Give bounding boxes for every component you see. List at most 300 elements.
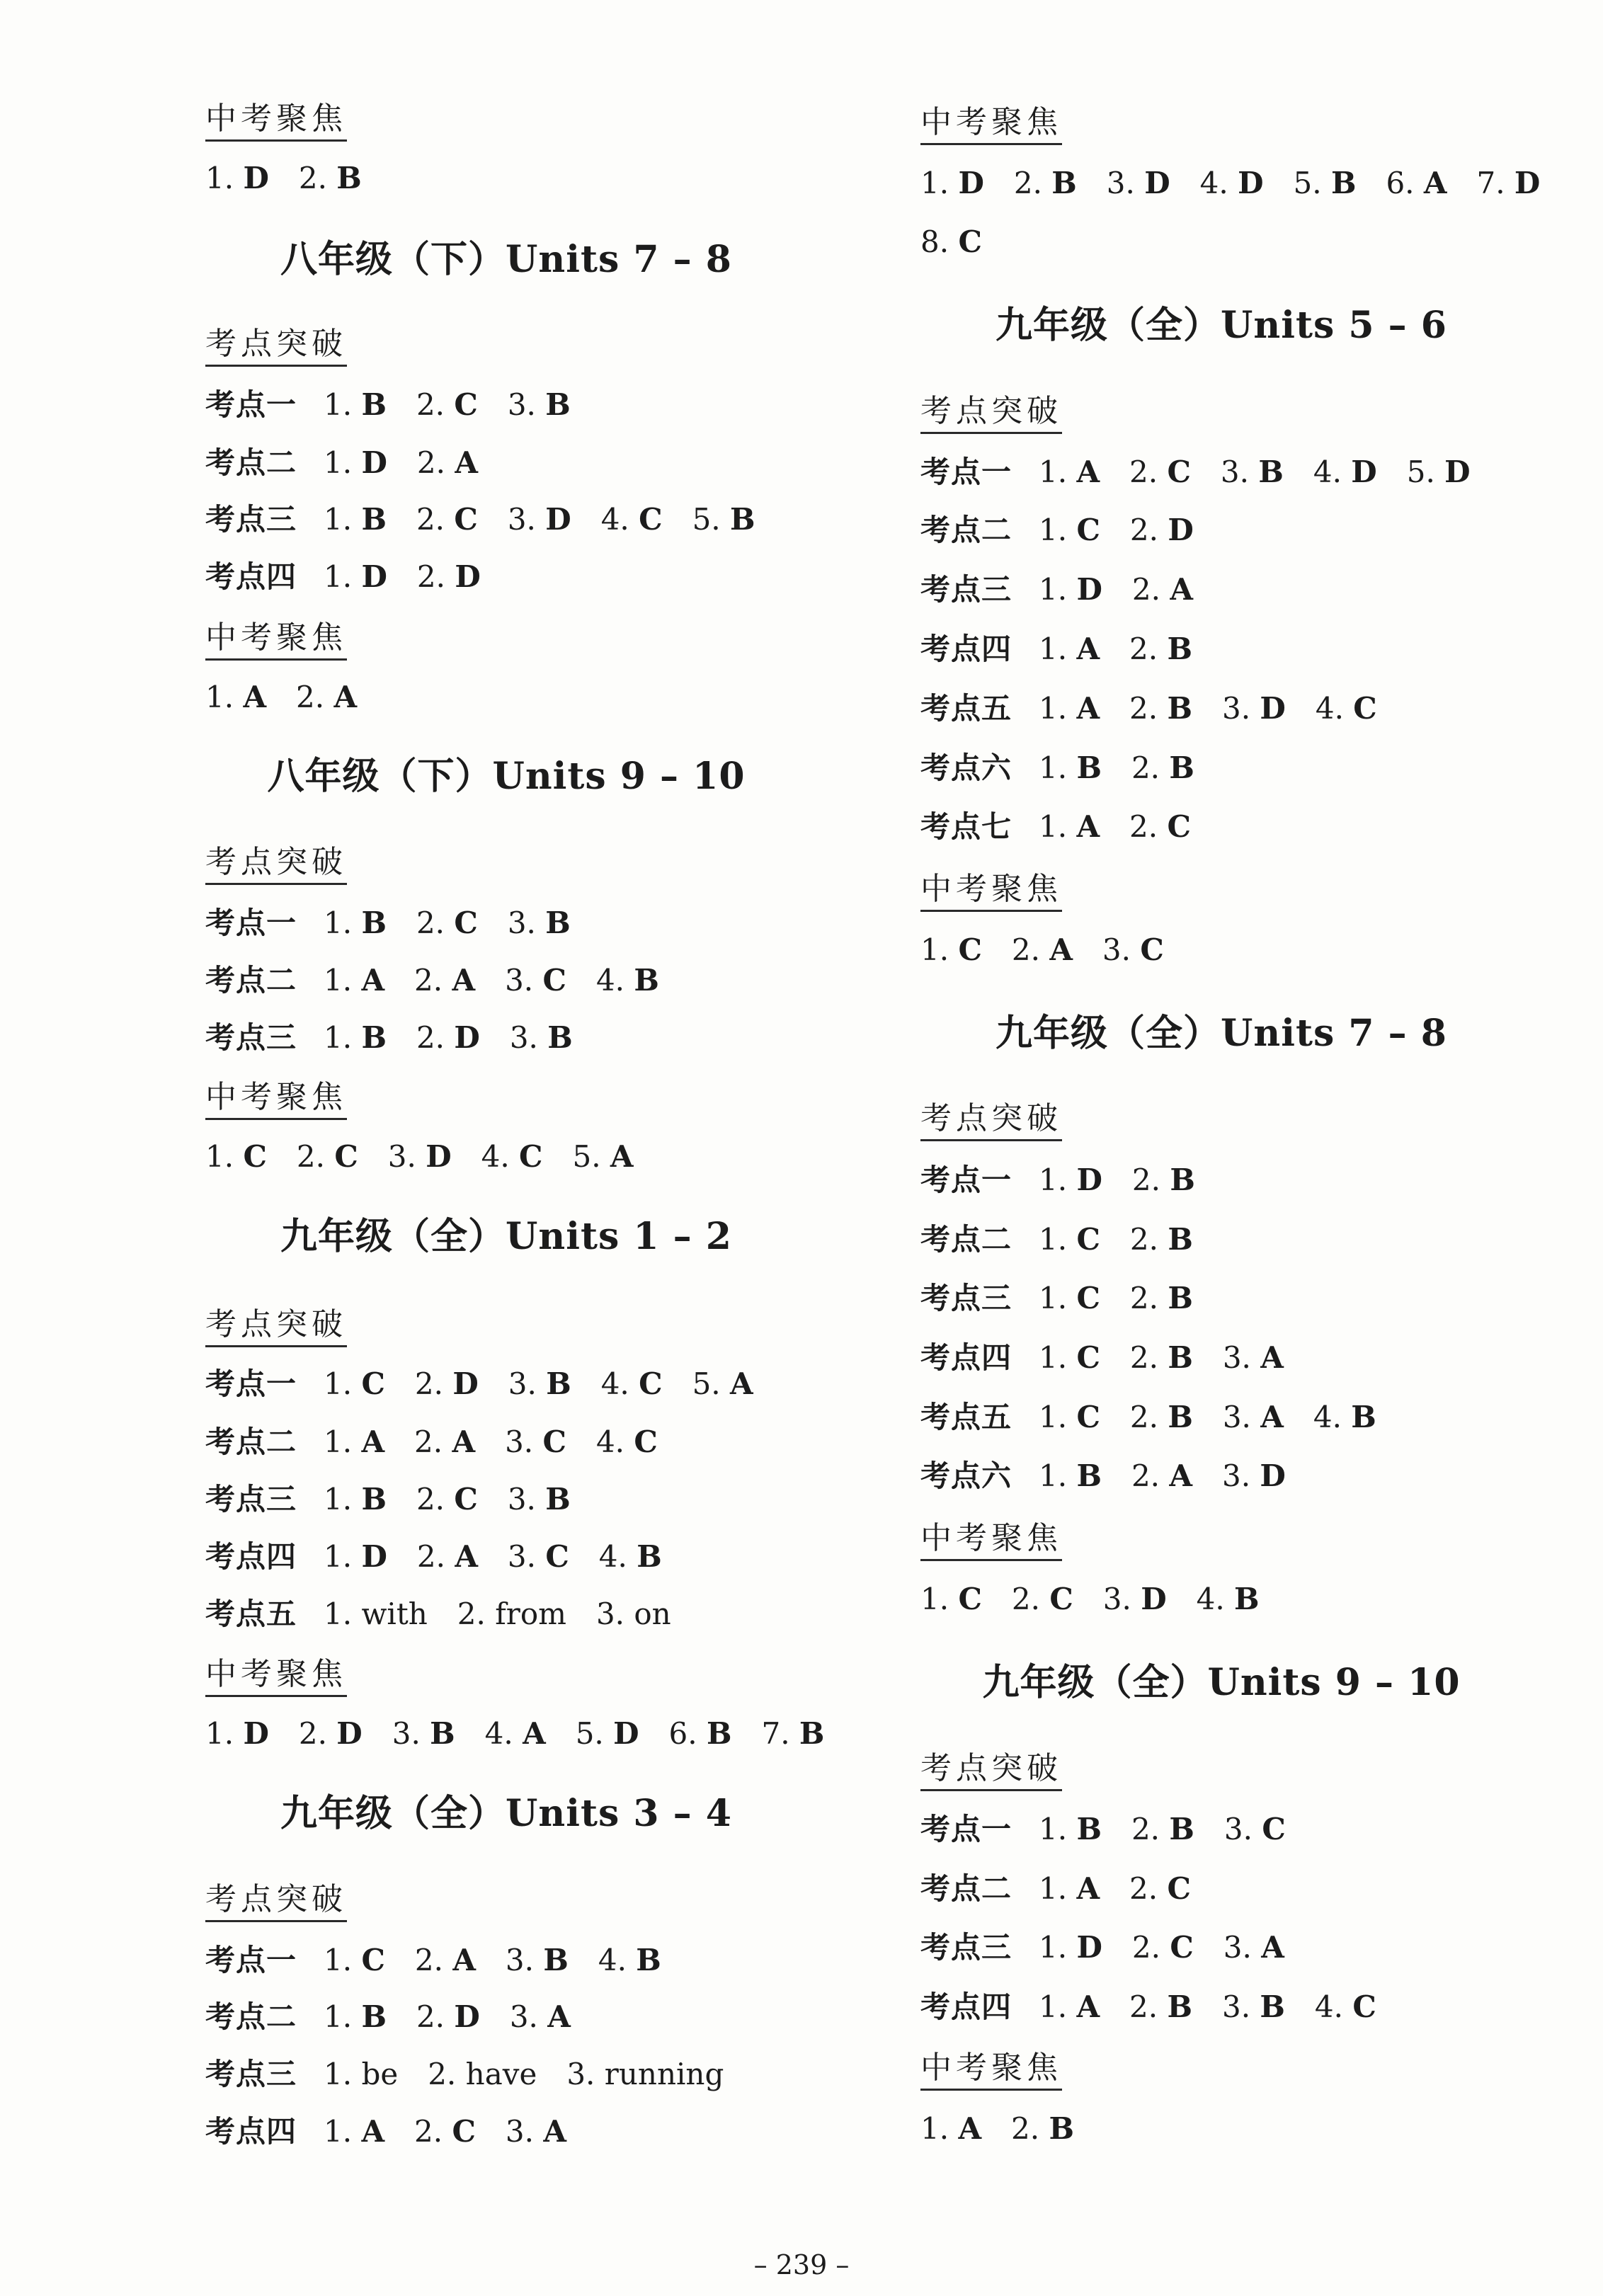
answer-item: [324, 2057, 398, 2091]
answer-choice: B: [1234, 1582, 1260, 1616]
answer-choice: B: [430, 1716, 455, 1751]
answer-item: [506, 1943, 569, 1977]
answer-choice: A: [523, 1716, 546, 1751]
answer-choice: D: [361, 445, 387, 480]
question-number: 1.: [920, 2111, 949, 2146]
answer-choice: C: [958, 224, 982, 259]
unit-title: 九年级（全）Units 1 – 2: [280, 1215, 732, 1258]
answer-item: [1315, 1989, 1376, 2024]
answer-item: [1014, 166, 1077, 200]
answer-choice: D: [1351, 455, 1377, 489]
answer-choice: D: [361, 559, 387, 594]
question-number: 3.: [1222, 1400, 1251, 1434]
question-number: 4.: [595, 1424, 625, 1459]
question-number: 1.: [205, 680, 234, 714]
answer-item: [417, 559, 481, 594]
answer-item: [508, 1539, 569, 1574]
question-number: 1.: [205, 161, 234, 195]
answer-choice: C: [1076, 513, 1100, 547]
answer-choice: C: [1076, 1281, 1100, 1315]
question-number: 1.: [324, 1943, 353, 1977]
answer-item: [324, 1482, 387, 1517]
answer-choice: B: [1076, 1812, 1102, 1846]
question-number: 2.: [1129, 1989, 1158, 2024]
unit-title: 九年级（全）Units 9 – 10: [982, 1661, 1461, 1704]
answer-choice: C: [542, 1424, 566, 1459]
answer-item: [416, 502, 478, 537]
question-number: 2.: [1129, 1400, 1158, 1434]
answer-item: [1039, 1930, 1102, 1965]
question-number: 1.: [1039, 750, 1068, 785]
question-number: 3.: [509, 1999, 538, 2034]
answer-item: [1131, 1812, 1194, 1846]
answer-choice: D: [243, 1716, 269, 1751]
answer-row: [920, 690, 1407, 728]
question-number: 6.: [668, 1716, 697, 1751]
question-number: 2.: [414, 1424, 443, 1459]
answer-choice: B: [543, 1943, 569, 1977]
point-label: 考点四: [920, 1989, 1012, 2024]
section-label-kaodian-tupo: 考点突破: [205, 324, 347, 367]
answer-row: [205, 904, 600, 942]
question-number: 3.: [505, 1424, 534, 1459]
answer-choice: B: [637, 1539, 662, 1574]
answer-row: [205, 961, 689, 1000]
answer-choice: D: [452, 1366, 479, 1401]
section-label-kaodian-tupo: 考点突破: [920, 392, 1062, 434]
question-number: 3.: [1106, 166, 1135, 200]
answer-choice: A: [958, 2111, 982, 2146]
point-label: 考点三: [920, 1281, 1012, 1315]
answer-choice: B: [1351, 1400, 1376, 1434]
answer-item: [1294, 166, 1357, 200]
answer-choice: B: [361, 387, 387, 422]
answer-choice: have: [465, 2057, 537, 2091]
answer-item: [485, 1716, 546, 1751]
question-number: 2.: [414, 1943, 443, 1977]
answer-choice: A: [1049, 932, 1073, 967]
question-number: 2.: [457, 1597, 486, 1631]
answer-choice: D: [243, 161, 269, 195]
answer-row: [920, 453, 1500, 491]
answer-choice: A: [452, 1424, 476, 1459]
answer-item: [596, 963, 659, 998]
question-number: 2.: [416, 1020, 445, 1055]
question-number: 2.: [1011, 1582, 1040, 1616]
answer-choice: C: [454, 502, 478, 537]
question-number: 4.: [481, 1139, 510, 1174]
question-number: 1.: [324, 1597, 353, 1631]
question-number: 2.: [1129, 1281, 1158, 1315]
answer-item: [414, 2114, 476, 2149]
answer-item: [596, 1597, 671, 1631]
answer-choice: B: [1168, 1340, 1193, 1375]
question-number: 2.: [1011, 932, 1040, 967]
answer-item: [1130, 1222, 1193, 1257]
answer-choice: B: [361, 502, 387, 537]
answer-item: [1223, 1340, 1284, 1375]
answer-item: [508, 906, 571, 940]
question-number: 8.: [920, 224, 949, 259]
answer-item: [920, 224, 982, 259]
answer-choice: A: [243, 680, 267, 714]
answer-choice: C: [454, 906, 478, 940]
question-number: 2.: [1129, 809, 1158, 844]
question-number: 4.: [598, 1943, 627, 1977]
answer-row: [920, 164, 1570, 202]
question-number: 4.: [1315, 691, 1344, 726]
answer-row: [920, 1457, 1316, 1495]
answer-item: [1222, 1458, 1286, 1493]
answer-row: [920, 1929, 1314, 1967]
answer-row: [920, 1339, 1313, 1377]
answer-choice: A: [1260, 1340, 1284, 1375]
question-number: 7.: [761, 1716, 790, 1751]
answer-item: [1132, 1163, 1195, 1197]
answer-row: [205, 1595, 701, 1633]
question-number: 2.: [416, 1482, 445, 1517]
answer-item: [1223, 1930, 1284, 1965]
question-number: 5.: [692, 502, 721, 537]
answer-item: [576, 1716, 639, 1751]
point-label: 考点三: [920, 572, 1012, 607]
point-label: 考点一: [920, 455, 1012, 489]
section-label-zhongkao-jujiao: 中考聚焦: [205, 99, 347, 142]
answer-choice: C: [1167, 809, 1191, 844]
question-number: 5.: [1406, 455, 1435, 489]
answer-item: [415, 1366, 479, 1401]
answer-choice: C: [1049, 1582, 1073, 1616]
answer-item: [388, 1139, 452, 1174]
point-label: 考点五: [920, 691, 1012, 726]
answer-choice: C: [1352, 1989, 1376, 2024]
answer-choice: D: [1260, 1458, 1286, 1493]
answer-row: [205, 678, 387, 716]
answer-row: [205, 444, 508, 482]
question-number: 2.: [1131, 1458, 1160, 1493]
question-number: 3.: [508, 1366, 537, 1401]
answer-row: [920, 1988, 1406, 2026]
question-number: 4.: [1196, 1582, 1225, 1616]
answer-item: [601, 502, 663, 537]
answer-item: [601, 1366, 663, 1401]
point-label: 考点四: [205, 1539, 297, 1574]
answer-row: [920, 511, 1223, 549]
question-number: 1.: [324, 963, 353, 998]
section-label-kaodian-tupo: 考点突破: [205, 843, 347, 885]
answer-item: [481, 1139, 543, 1174]
question-number: 4.: [598, 1539, 627, 1574]
point-label: 考点二: [920, 513, 1012, 547]
question-number: 2.: [1129, 1222, 1158, 1257]
answer-row: [920, 2110, 1104, 2148]
question-number: 2.: [416, 387, 445, 422]
answer-item: [669, 1716, 732, 1751]
section-label-kaodian-tupo: 考点突破: [205, 1305, 347, 1347]
question-number: 2.: [1129, 455, 1158, 489]
point-label: 考点六: [920, 750, 1012, 785]
question-number: 3.: [507, 1539, 536, 1574]
question-number: 3.: [1221, 1458, 1251, 1493]
answer-item: [392, 1716, 455, 1751]
answer-item: [1197, 1582, 1260, 1616]
answer-item: [324, 1366, 385, 1401]
answer-choice: B: [1167, 691, 1192, 726]
answer-choice: A: [1169, 1458, 1192, 1493]
answer-item: [510, 1020, 573, 1055]
answer-choice: D: [454, 1020, 480, 1055]
answer-item: [1103, 1582, 1167, 1616]
answer-choice: C: [1140, 932, 1164, 967]
question-number: 2.: [1131, 1163, 1160, 1197]
question-number: 4.: [600, 1366, 629, 1401]
answer-choice: B: [1167, 1989, 1192, 2024]
question-number: 4.: [600, 502, 629, 537]
question-number: 1.: [324, 559, 353, 594]
question-number: 2.: [1011, 2111, 1040, 2146]
question-number: 1.: [324, 2057, 353, 2091]
answer-choice: C: [1076, 1400, 1100, 1434]
unit-title: 八年级（下）Units 7 – 8: [280, 238, 732, 281]
question-number: 2.: [414, 963, 443, 998]
question-number: 6.: [1386, 166, 1415, 200]
answer-choice: B: [1168, 1400, 1193, 1434]
question-number: 2.: [1129, 513, 1158, 547]
question-number: 1.: [1039, 1400, 1068, 1434]
question-number: 5.: [575, 1716, 604, 1751]
answer-row: [205, 1998, 600, 2036]
answer-choice: A: [452, 963, 476, 998]
answer-item: [414, 963, 475, 998]
question-number: 1.: [1039, 691, 1068, 726]
section-label-zhongkao-jujiao: 中考聚焦: [205, 1078, 347, 1120]
question-number: 3.: [1221, 1989, 1251, 2024]
question-number: 1.: [324, 1999, 353, 2034]
answer-row: [205, 386, 600, 424]
answer-choice: A: [1076, 691, 1100, 726]
answer-row: [205, 558, 510, 596]
answer-item: [1039, 1222, 1100, 1257]
unit-title: 九年级（全）Units 5 – 6: [996, 304, 1447, 347]
question-number: 2.: [1129, 632, 1158, 666]
answer-item: [1222, 691, 1286, 726]
answer-item: [1130, 1400, 1193, 1434]
point-label: 考点三: [205, 502, 297, 537]
answer-row: [205, 1715, 854, 1753]
answer-item: [299, 1716, 363, 1751]
answer-item: [205, 1716, 269, 1751]
answer-row: [205, 501, 785, 539]
answer-item: [324, 1943, 385, 1977]
question-number: 1.: [1039, 1871, 1068, 1906]
section-label-kaodian-tupo: 考点突破: [205, 1880, 347, 1922]
answer-choice: B: [1170, 1163, 1195, 1197]
answer-item: [1129, 455, 1191, 489]
question-number: 2.: [416, 559, 445, 594]
answer-item: [1129, 1989, 1192, 2024]
answer-item: [1224, 1812, 1286, 1846]
answer-item: [1039, 750, 1102, 785]
answer-choice: B: [1169, 1812, 1194, 1846]
question-number: 1.: [1039, 1163, 1068, 1197]
answer-choice: D: [1144, 166, 1170, 200]
answer-item: [417, 1539, 478, 1574]
answer-item: [508, 387, 571, 422]
answer-item: [205, 1139, 267, 1174]
answer-choice: with: [361, 1597, 428, 1631]
answer-row: [920, 1810, 1316, 1849]
question-number: 2.: [414, 2114, 443, 2149]
point-label: 考点七: [920, 809, 1012, 844]
answer-item: [1039, 1163, 1102, 1197]
answer-row: [205, 1365, 783, 1403]
question-number: 1.: [324, 445, 353, 480]
answer-item: [505, 1424, 566, 1459]
answer-item: [296, 680, 357, 714]
answer-choice: B: [636, 1943, 661, 1977]
answer-choice: D: [426, 1139, 452, 1174]
answer-choice: B: [545, 387, 571, 422]
point-label: 考点三: [205, 2057, 297, 2091]
answer-item: [324, 387, 387, 422]
answer-item: [324, 1020, 387, 1055]
point-label: 考点四: [920, 632, 1012, 666]
question-number: 2.: [416, 1539, 445, 1574]
question-number: 2.: [428, 2057, 457, 2091]
answer-item: [1132, 572, 1193, 607]
section-label-zhongkao-jujiao: 中考聚焦: [920, 2048, 1062, 2091]
answer-choice: C: [1353, 691, 1377, 726]
answer-item: [598, 1943, 661, 1977]
answer-row: [920, 223, 1012, 261]
answer-choice: A: [543, 2114, 566, 2149]
answer-choice: A: [1076, 1871, 1100, 1906]
answer-choice: C: [1262, 1812, 1286, 1846]
answer-item: [1316, 691, 1377, 726]
question-number: 3.: [507, 906, 536, 940]
point-label: 考点二: [920, 1871, 1012, 1906]
answer-item: [505, 963, 566, 998]
point-label: 考点二: [205, 963, 297, 998]
answer-choice: D: [1238, 166, 1264, 200]
answer-choice: C: [1076, 1340, 1100, 1375]
answer-item: [415, 1943, 476, 1977]
question-number: 1.: [324, 1020, 353, 1055]
question-number: 2.: [414, 1366, 443, 1401]
answer-choice: B: [361, 1020, 387, 1055]
answer-item: [1012, 1582, 1073, 1616]
section-label-zhongkao-jujiao: 中考聚焦: [920, 1519, 1062, 1561]
answer-choice: C: [454, 1482, 478, 1517]
answer-row: [920, 749, 1224, 787]
question-number: 5.: [572, 1139, 601, 1174]
point-label: 考点五: [920, 1400, 1012, 1434]
answer-choice: D: [455, 559, 481, 594]
answer-row: [205, 1480, 600, 1519]
section-label-kaodian-tupo: 考点突破: [920, 1099, 1062, 1141]
answer-item: [324, 1999, 387, 2034]
answer-row: [920, 1580, 1289, 1618]
question-number: 1.: [1039, 572, 1068, 607]
answer-item: [1039, 1400, 1100, 1434]
answer-row: [205, 2113, 596, 2151]
answer-row: [205, 1019, 603, 1057]
answer-choice: C: [634, 1424, 658, 1459]
point-label: 考点二: [205, 445, 297, 480]
answer-choice: B: [634, 963, 659, 998]
question-number: 3.: [507, 502, 536, 537]
question-number: 3.: [1220, 455, 1249, 489]
answer-item: [205, 161, 269, 195]
answer-choice: B: [1076, 750, 1102, 785]
question-number: 1.: [324, 1482, 353, 1517]
question-number: 1.: [1039, 1930, 1068, 1965]
answer-item: [1222, 1989, 1285, 2024]
answer-item: [1039, 455, 1100, 489]
question-number: 3.: [505, 963, 534, 998]
answer-item: [1129, 691, 1192, 726]
section-label-zhongkao-jujiao: 中考聚焦: [205, 618, 347, 661]
answer-choice: A: [1170, 572, 1193, 607]
answer-item: [1107, 166, 1170, 200]
answer-choice: B: [361, 906, 387, 940]
answer-choice: A: [1076, 455, 1100, 489]
question-number: 1.: [920, 166, 949, 200]
question-number: 5.: [1293, 166, 1322, 200]
answer-choice: C: [1076, 1222, 1100, 1257]
answer-choice: B: [1168, 1222, 1193, 1257]
answer-row: [920, 931, 1194, 969]
answer-choice: A: [1076, 1989, 1100, 2024]
answer-item: [324, 559, 387, 594]
answer-item: [508, 1366, 571, 1401]
answer-item: [299, 161, 362, 195]
question-number: 3.: [595, 1597, 625, 1631]
question-number: 3.: [1223, 1812, 1253, 1846]
question-number: 2.: [1131, 1930, 1160, 1965]
question-number: 7.: [1476, 166, 1505, 200]
answer-row: [920, 808, 1221, 846]
answer-row: [205, 1423, 688, 1461]
answer-choice: B: [1076, 1458, 1102, 1493]
answer-choice: A: [610, 1139, 634, 1174]
answer-item: [1039, 1989, 1100, 2024]
answer-item: [457, 1597, 566, 1631]
answer-item: [1131, 1458, 1192, 1493]
answer-choice: B: [545, 1482, 571, 1517]
answer-choice: D: [1514, 166, 1541, 200]
answer-item: [1039, 1458, 1102, 1493]
question-number: 2.: [296, 1139, 325, 1174]
answer-item: [1131, 750, 1194, 785]
answer-choice: B: [706, 1716, 732, 1751]
answer-item: [1386, 166, 1447, 200]
answer-choice: A: [452, 1943, 476, 1977]
section-label-zhongkao-jujiao: 中考聚焦: [920, 869, 1062, 912]
point-label: 考点三: [205, 1482, 297, 1517]
answer-choice: on: [634, 1597, 671, 1631]
question-number: 1.: [1039, 1340, 1068, 1375]
answer-item: [1407, 455, 1471, 489]
point-label: 考点一: [205, 906, 297, 940]
answer-row: [920, 630, 1222, 668]
answer-choice: C: [958, 1582, 982, 1616]
answer-choice: C: [639, 502, 663, 537]
answer-item: [324, 1597, 428, 1631]
answer-choice: C: [545, 1539, 569, 1574]
answer-item: [297, 1139, 358, 1174]
question-number: 4.: [1314, 1989, 1343, 2024]
